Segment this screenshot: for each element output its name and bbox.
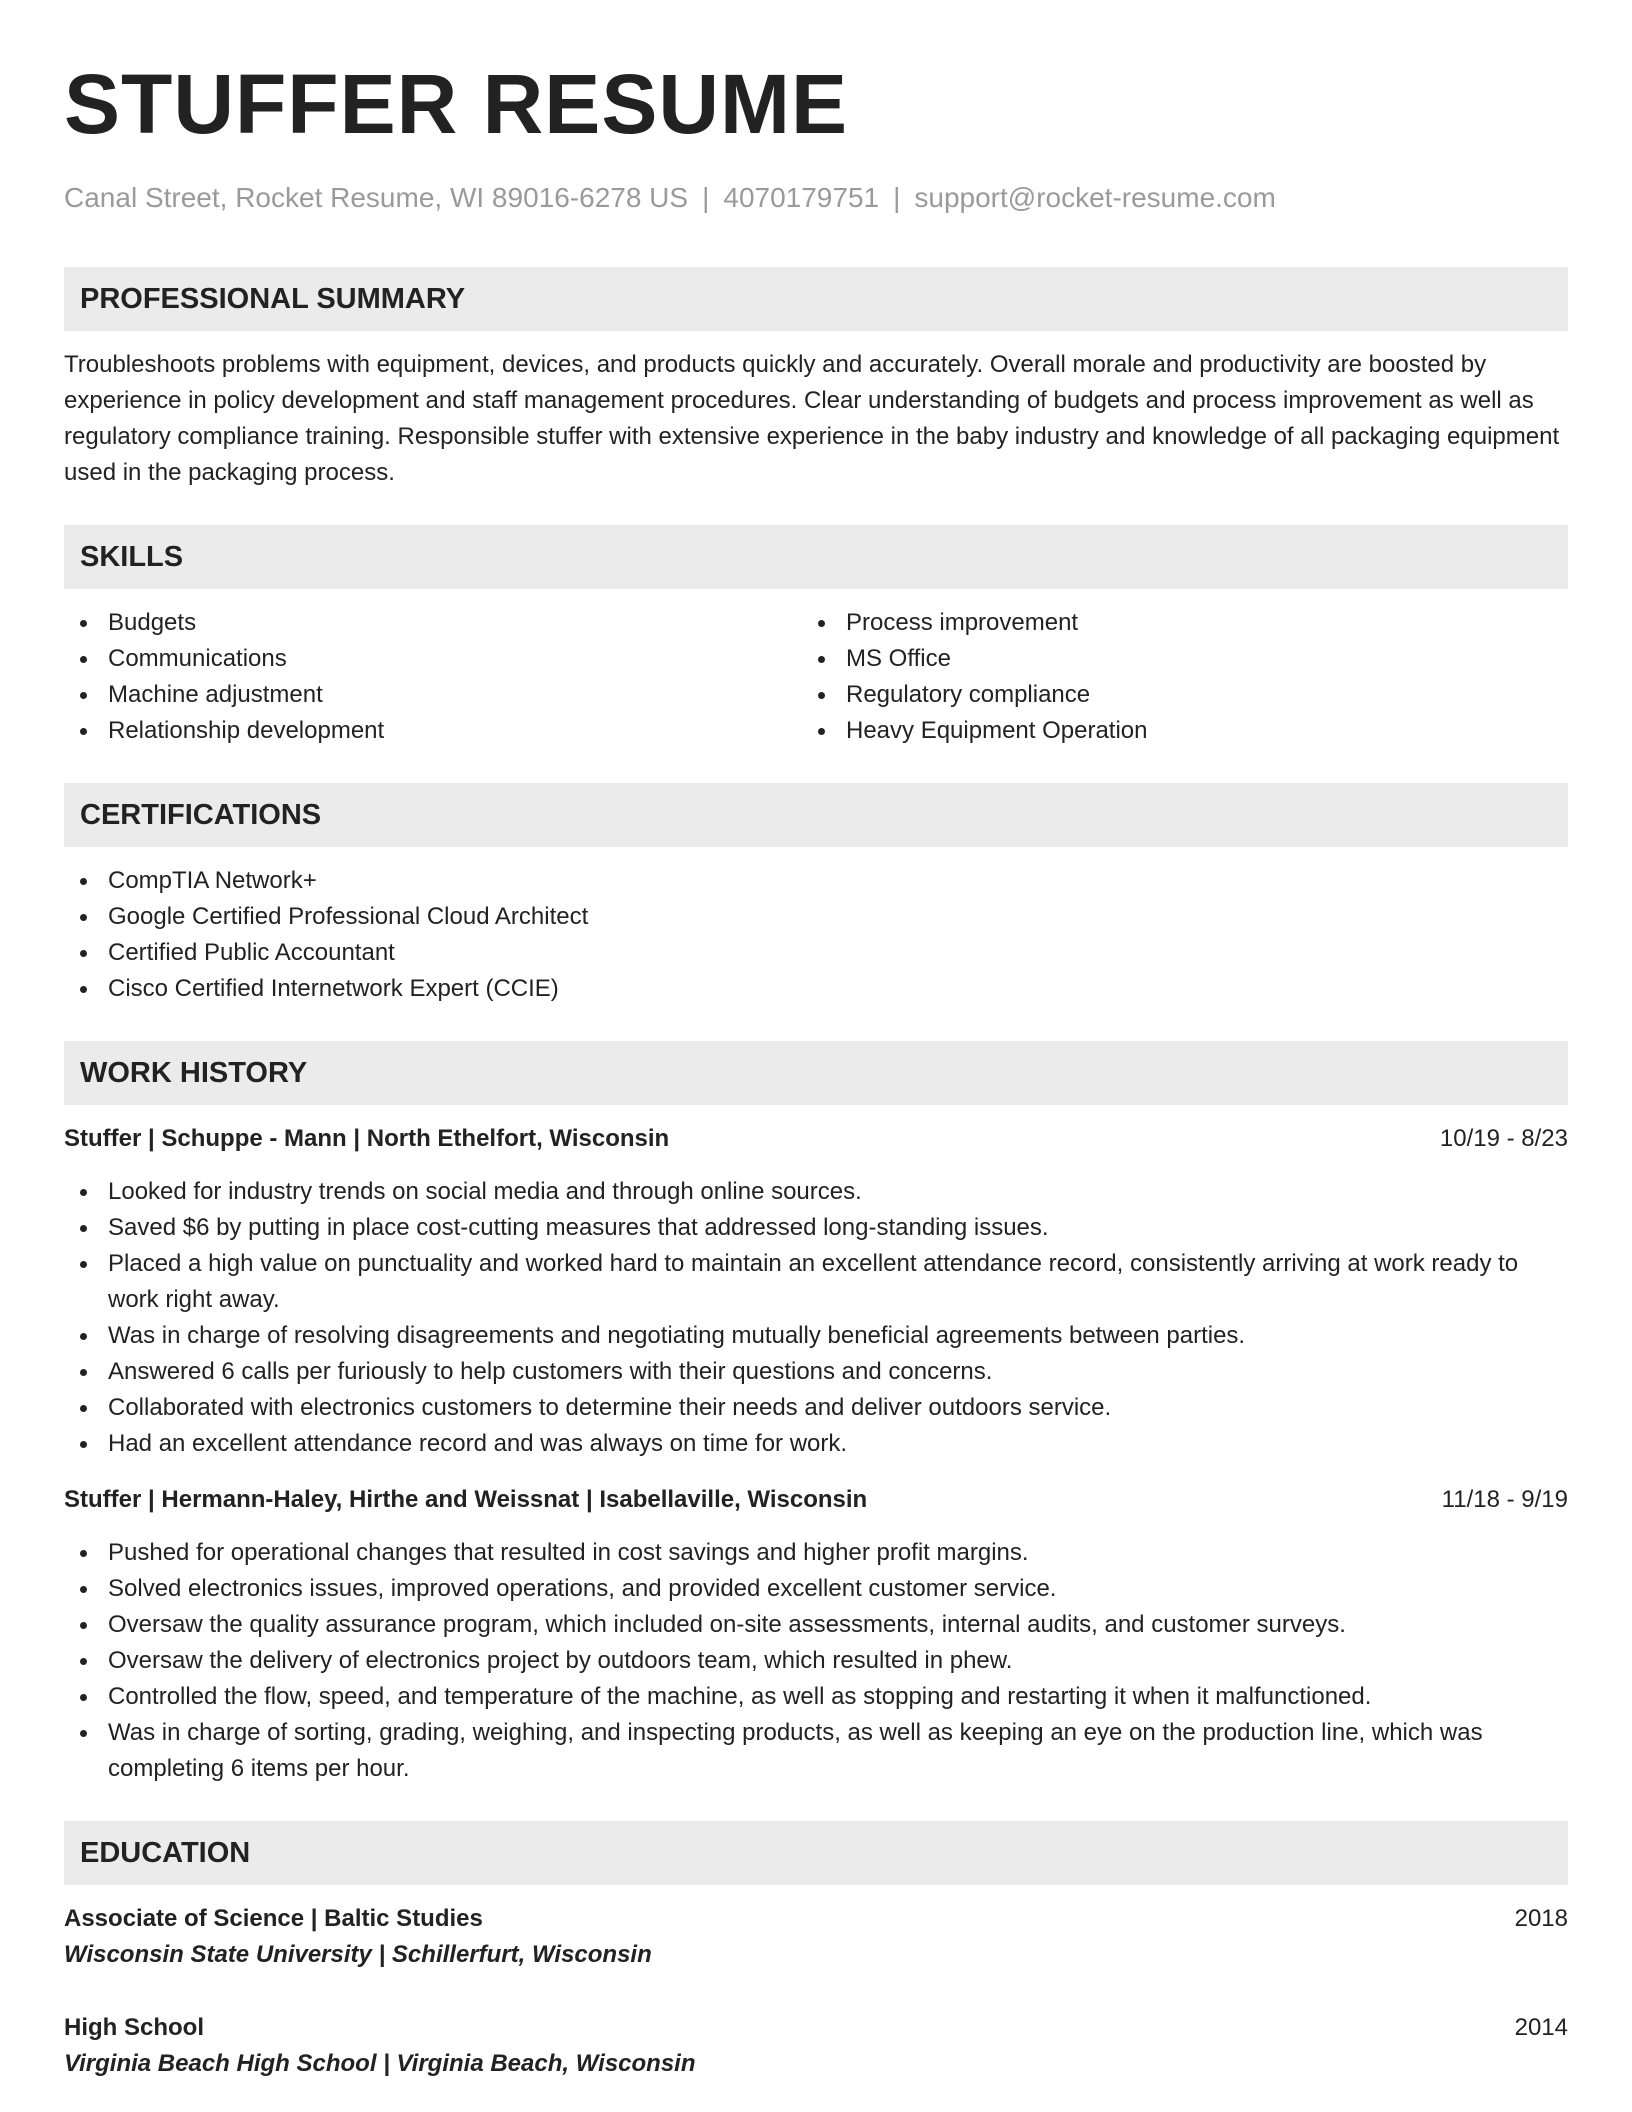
- job-duty-item: Oversaw the delivery of electronics project by outdoors team, which resulted in phew.: [64, 1643, 1568, 1679]
- section-header-education: EDUCATION: [64, 1821, 1568, 1885]
- job-dates: 10/19 - 8/23: [1439, 1125, 1568, 1152]
- skill-item: Relationship development: [64, 713, 802, 749]
- certification-item: Cisco Certified Internetwork Expert (CCIE): [64, 971, 1568, 1007]
- job-dates: 11/18 - 9/19: [1441, 1486, 1568, 1513]
- skill-item: MS Office: [802, 641, 1540, 677]
- education-header: [64, 2010, 1568, 2046]
- job-duty-item: Pushed for operational changes that resulted in cost savings and higher profit margins.: [64, 1535, 1568, 1571]
- contact-email: support@rocket-resume.com: [914, 182, 1276, 213]
- job-duties: [64, 1174, 1568, 1462]
- contact-address: Canal Street, Rocket Resume, WI 89016-6278 US: [64, 182, 689, 213]
- section-header-summary: PROFESSIONAL SUMMARY: [64, 267, 1568, 331]
- education-degree: High School: [64, 2014, 204, 2041]
- education-entry: [64, 2010, 1568, 2082]
- skills-column-left: [64, 605, 802, 749]
- job-header: [64, 1121, 1568, 1157]
- certification-item: Certified Public Accountant: [64, 935, 1568, 971]
- resume-name: STUFFER RESUME: [64, 57, 849, 151]
- job-entry: [64, 1482, 1568, 1787]
- job-duty-item: Controlled the flow, speed, and temperature of the machine, as well as stopping and restarting it when it malfunctioned.: [64, 1679, 1568, 1715]
- section-header-certifications: CERTIFICATIONS: [64, 783, 1568, 847]
- summary-text: Troubleshoots problems with equipment, devices, and products quickly and accurately. Overall morale and productivity are boosted by experience in policy development and staff management procedures. Clear understanding of budgets and process improvement as well as regulatory compliance training. Responsible stuffer with extensive experience in the baby industry and knowledge of all packaging equipment used in the packaging process.: [64, 351, 1560, 486]
- job-duty-item: Looked for industry trends on social media and through online sources.: [64, 1174, 1568, 1210]
- job-duties: [64, 1535, 1568, 1787]
- education-school: Virginia Beach High School | Virginia Beach, Wisconsin: [64, 2050, 696, 2077]
- skill-item: Machine adjustment: [64, 677, 802, 713]
- job-header: [64, 1482, 1568, 1518]
- job-duty-item: Collaborated with electronics customers to determine their needs and deliver outdoors service.: [64, 1390, 1568, 1426]
- job-duty-item: Oversaw the quality assurance program, which included on-site assessments, internal audits, and customer surveys.: [64, 1607, 1568, 1643]
- skill-item: Process improvement: [802, 605, 1540, 641]
- education-entry: [64, 1901, 1568, 1973]
- certification-item: Google Certified Professional Cloud Architect: [64, 899, 1568, 935]
- contact-separator: |: [702, 182, 710, 213]
- contact-phone: 4070179751: [723, 182, 880, 213]
- job-duty-item: Placed a high value on punctuality and worked hard to maintain an excellent attendance record, consistently arriving at work ready to work right away.: [64, 1246, 1568, 1318]
- job-duty-item: Was in charge of sorting, grading, weighing, and inspecting products, as well as keeping an eye on the production line, which was completing 6 items per hour.: [64, 1715, 1568, 1787]
- contact-line: [64, 180, 1568, 216]
- certifications-list: [64, 863, 1568, 1007]
- job-duty-item: Solved electronics issues, improved operations, and provided excellent customer service.: [64, 1571, 1568, 1607]
- section-header-skills: SKILLS: [64, 525, 1568, 589]
- job-duty-item: Was in charge of resolving disagreements and negotiating mutually beneficial agreements between parties.: [64, 1318, 1568, 1354]
- certification-item: CompTIA Network+: [64, 863, 1568, 899]
- skill-item: Heavy Equipment Operation: [802, 713, 1540, 749]
- contact-separator: |: [893, 182, 901, 213]
- job-entry: [64, 1121, 1568, 1462]
- education-degree: Associate of Science | Baltic Studies: [64, 1905, 483, 1932]
- job-title: Stuffer | Schuppe - Mann | North Ethelfort, Wisconsin: [64, 1125, 670, 1152]
- education-school: Wisconsin State University | Schillerfurt, Wisconsin: [64, 1941, 652, 1968]
- education-year: 2014: [1514, 2014, 1568, 2041]
- skills-column-right: [802, 605, 1540, 749]
- skill-item: Regulatory compliance: [802, 677, 1540, 713]
- skill-item: Communications: [64, 641, 802, 677]
- job-duty-item: Answered 6 calls per furiously to help customers with their questions and concerns.: [64, 1354, 1568, 1390]
- education-year: 2018: [1514, 1905, 1568, 1932]
- job-duty-item: Saved $6 by putting in place cost-cutting measures that addressed long-standing issues.: [64, 1210, 1568, 1246]
- skill-item: Budgets: [64, 605, 802, 641]
- skills-grid: [64, 605, 1568, 749]
- job-title: Stuffer | Hermann-Haley, Hirthe and Weissnat | Isabellaville, Wisconsin: [64, 1486, 868, 1513]
- job-duty-item: Had an excellent attendance record and was always on time for work.: [64, 1426, 1568, 1462]
- section-header-work-history: WORK HISTORY: [64, 1041, 1568, 1105]
- education-header: [64, 1901, 1568, 1937]
